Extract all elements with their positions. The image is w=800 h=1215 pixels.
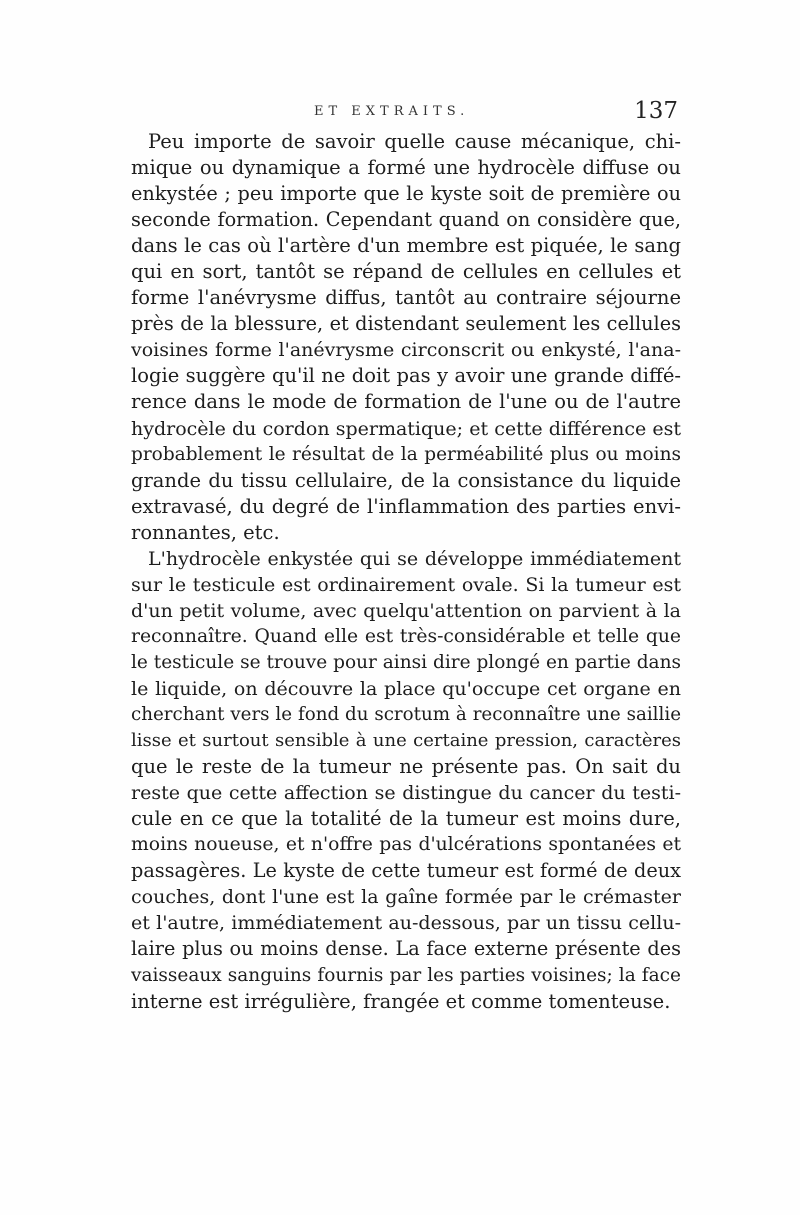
text-line: cule en ce que la totalité de la tumeur est moins dure, <box>131 807 681 831</box>
text-line: Peu importe de savoir quelle cause mécanique, chi- <box>148 130 681 153</box>
running-head: ET EXTRAITS. <box>314 104 470 119</box>
text-line: extravasé, du degré de l'inflammation des parties envi- <box>131 494 681 518</box>
page-header <box>130 98 680 124</box>
text-line: seconde formation. Cependant quand on considère que, <box>131 208 681 232</box>
text-line: ronnantes, etc. <box>131 520 280 544</box>
text-line: laire plus ou moins dense. La face externe présente des <box>131 937 681 961</box>
text-line: interne est irrégulière, frangée et comme tomenteuse. <box>131 989 671 1013</box>
text-line: logie suggère qu'il ne doit pas y avoir une grande diffé- <box>131 364 681 388</box>
text-line: forme l'anévrysme diffus, tantôt au contraire séjourne <box>131 286 681 310</box>
text-line: que le reste de la tumeur ne présente pas. On sait du <box>131 755 681 779</box>
text-line: mique ou dynamique a formé une hydrocèle diffuse ou <box>131 156 681 180</box>
text-line: et l'autre, immédiatement au-dessous, par un tissu cellu- <box>131 912 681 935</box>
text-line: dans le cas où l'artère d'un membre est piquée, le sang <box>131 234 681 258</box>
text-line: L'hydrocèle enkystée qui se développe immédiatement <box>148 547 681 570</box>
text-line: vaisseaux sanguins fournis par les parties voisines; la face <box>131 964 681 986</box>
body-text <box>131 129 681 1015</box>
text-line: d'un petit volume, avec quelqu'attention on parvient à la <box>131 599 681 622</box>
text-line: hydrocèle du cordon spermatique; et cette différence est <box>131 417 681 440</box>
text-line: reste que cette affection se distingue du cancer du testi- <box>131 782 681 805</box>
text-line: reconnaître. Quand elle est très-considérable et telle que <box>131 625 681 647</box>
text-line: enkystée ; peu importe que le kyste soit de première ou <box>131 182 681 206</box>
text-line: probablement le résultat de la perméabilité plus ou moins <box>131 443 681 465</box>
text-line: couches, dont l'une est la gaîne formée par le crémaster <box>131 886 681 909</box>
text-line: grande du tissu cellulaire, de la consistance du liquide <box>131 468 681 492</box>
text-line: qui en sort, tantôt se répand de cellules en cellules et <box>131 260 681 284</box>
text-line: près de la blessure, et distendant seulement les cellules <box>131 312 681 336</box>
text-line: moins noueuse, et n'offre pas d'ulcérations spontanées et <box>131 834 681 856</box>
text-line: voisines forme l'anévrysme circonscrit ou enkysté, l'ana- <box>131 339 681 362</box>
text-line: rence dans le mode de formation de l'une ou de l'autre <box>131 390 681 414</box>
text-line: cherchant vers le fond du scrotum à reconnaître une saillie <box>131 704 681 726</box>
text-line: passagères. Le kyste de cette tumeur est formé de deux <box>131 859 681 883</box>
text-line: sur le testicule est ordinairement ovale. Si la tumeur est <box>131 573 681 596</box>
text-line: le liquide, on découvre la place qu'occupe cet organe en <box>131 677 681 700</box>
text-line: le testicule se trouve pour ainsi dire plongé en partie dans <box>131 651 681 673</box>
text-line: lisse et surtout sensible à une certaine pression, caractères <box>131 730 681 752</box>
page-number: 137 <box>634 98 678 124</box>
